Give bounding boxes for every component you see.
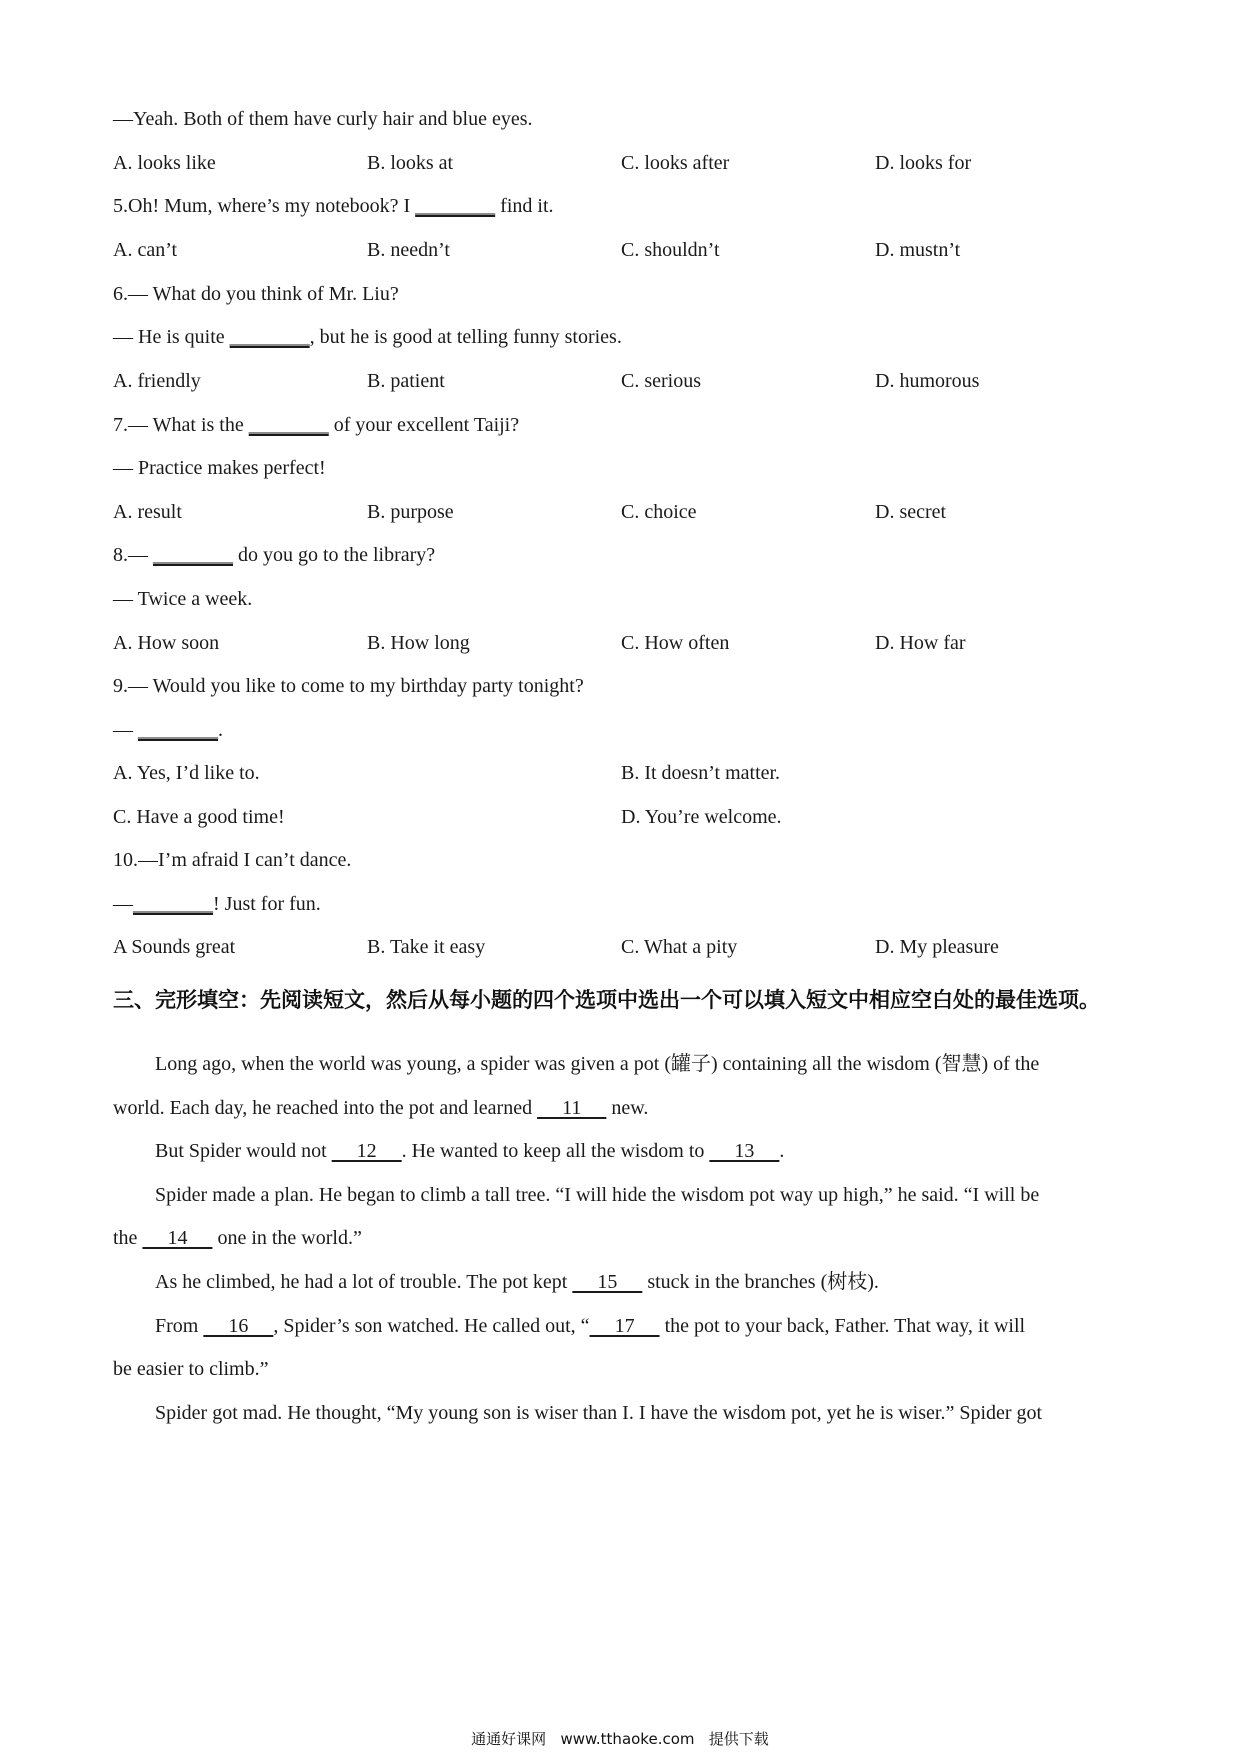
- q8-text-a: 8.—: [113, 544, 153, 566]
- passage-p3-line1: Spider made a plan. He began to climb a tall tree. “I will hide the wisdom pot way up high,” he said. “I will be: [155, 1184, 1040, 1206]
- passage-text: one in the world.”: [212, 1227, 362, 1249]
- q9-option-a: A. Yes, I’d like to.: [113, 762, 260, 784]
- q8-option-a: A. How soon: [113, 632, 220, 654]
- q8-option-c: C. How often: [621, 632, 730, 654]
- passage-p4: [155, 1270, 879, 1294]
- passage-p1-line1: Long ago, when the world was young, a spider was given a pot (罐子) containing all the wisdom (智慧) of the: [155, 1053, 1040, 1075]
- passage-p3-line2: [113, 1226, 362, 1250]
- blank-16: 16: [203, 1315, 274, 1337]
- q10-blank: ________: [133, 893, 213, 915]
- q5-stem: [113, 194, 554, 218]
- q9-option-b: B. It doesn’t matter.: [621, 762, 781, 784]
- blank-12: 12: [331, 1140, 402, 1162]
- q7-blank: ________: [248, 414, 329, 436]
- q9-blank: ________: [138, 719, 218, 741]
- passage-text: .: [779, 1140, 785, 1162]
- q4-response: —Yeah. Both of them have curly hair and blue eyes.: [113, 108, 533, 130]
- q4-option-b: B. looks at: [367, 152, 454, 174]
- passage-p1-line2: [113, 1096, 648, 1120]
- q10-text-a: —: [113, 893, 133, 915]
- q6-text-a: — He is quite: [113, 326, 230, 348]
- q6-option-c: C. serious: [621, 370, 701, 392]
- blank-15: 15: [572, 1271, 643, 1293]
- q6-option-d: D. humorous: [875, 370, 980, 392]
- passage-text: new.: [606, 1097, 649, 1119]
- q5-text-b: find it.: [495, 195, 554, 217]
- q9-stem: 9.— Would you like to come to my birthday party tonight?: [113, 675, 584, 697]
- q6-blank: ________: [229, 326, 310, 348]
- q7-option-a: A. result: [113, 501, 182, 523]
- passage-text: From: [155, 1315, 204, 1337]
- q7-option-d: D. secret: [875, 501, 947, 523]
- q9-option-c: C. Have a good time!: [113, 806, 285, 828]
- q6-response: [113, 325, 622, 349]
- blank-14: 14: [142, 1227, 213, 1249]
- q8-text-b: do you go to the library?: [233, 544, 436, 566]
- q10-response: [113, 892, 321, 916]
- passage-text: stuck in the branches (树枝).: [642, 1271, 879, 1293]
- q7-option-b: B. purpose: [367, 501, 454, 523]
- q7-text-a: 7.— What is the: [113, 414, 249, 436]
- q5-blank: ________: [415, 195, 496, 217]
- passage-p2: [155, 1139, 784, 1163]
- passage-text: But Spider would not: [155, 1140, 332, 1162]
- q10-option-d: D. My pleasure: [875, 936, 999, 958]
- passage-text: world. Each day, he reached into the pot and learned: [113, 1097, 538, 1119]
- q7-stem: [113, 413, 519, 437]
- q9-text-b: .: [218, 719, 223, 741]
- q10-option-b: B. Take it easy: [367, 936, 486, 958]
- passage-p5-line1: [155, 1314, 1025, 1338]
- passage-text: , Spider’s son watched. He called out, “: [273, 1315, 590, 1337]
- q5-option-c: C. shouldn’t: [621, 239, 720, 261]
- q9-response: [113, 718, 223, 742]
- q8-blank: ________: [153, 544, 233, 566]
- section-heading-cloze: 三、完形填空：先阅读短文，然后从每小题的四个选项中选出一个可以填入短文中相应空白处的最佳选项。: [113, 988, 1100, 1012]
- q4-option-c: C. looks after: [621, 152, 730, 174]
- page-footer: 通通好课网 www.tthaoke.com 提供下载: [471, 1730, 769, 1748]
- passage-text: . He wanted to keep all the wisdom to: [401, 1140, 710, 1162]
- q5-option-d: D. mustn’t: [875, 239, 961, 261]
- q8-option-d: D. How far: [875, 632, 966, 654]
- q4-option-a: A. looks like: [113, 152, 216, 174]
- q5-option-b: B. needn’t: [367, 239, 450, 261]
- q10-stem: 10.—I’m afraid I can’t dance.: [113, 849, 352, 871]
- q8-stem: [113, 543, 435, 567]
- q6-option-a: A. friendly: [113, 370, 201, 392]
- q4-option-d: D. looks for: [875, 152, 972, 174]
- q7-text-b: of your excellent Taiji?: [328, 414, 520, 436]
- q7-response: — Practice makes perfect!: [113, 457, 326, 479]
- q5-option-a: A. can’t: [113, 239, 178, 261]
- q10-text-b: ! Just for fun.: [213, 893, 321, 915]
- passage-p5-line2: be easier to climb.”: [113, 1358, 269, 1380]
- q6-text-b: , but he is good at telling funny stories.: [309, 326, 622, 348]
- q6-stem: 6.— What do you think of Mr. Liu?: [113, 283, 399, 305]
- passage-text: the pot to your back, Father. That way, it will: [659, 1315, 1026, 1337]
- q10-option-a: A Sounds great: [113, 936, 236, 958]
- q6-option-b: B. patient: [367, 370, 445, 392]
- blank-11: 11: [537, 1097, 607, 1119]
- passage-text: As he climbed, he had a lot of trouble. The pot kept: [155, 1271, 573, 1293]
- q9-option-d: D. You’re welcome.: [621, 806, 782, 828]
- passage-text: the: [113, 1227, 143, 1249]
- q8-option-b: B. How long: [367, 632, 470, 654]
- passage-p6: Spider got mad. He thought, “My young son is wiser than I. I have the wisdom pot, yet he is wiser.” Spider got: [155, 1402, 1043, 1424]
- blank-17: 17: [589, 1315, 660, 1337]
- q8-response: — Twice a week.: [113, 588, 253, 610]
- q9-text-a: —: [113, 719, 138, 741]
- q5-text-a: 5.Oh! Mum, where’s my notebook? I: [113, 195, 416, 217]
- q10-option-c: C. What a pity: [621, 936, 738, 958]
- blank-13: 13: [709, 1140, 780, 1162]
- q7-option-c: C. choice: [621, 501, 697, 523]
